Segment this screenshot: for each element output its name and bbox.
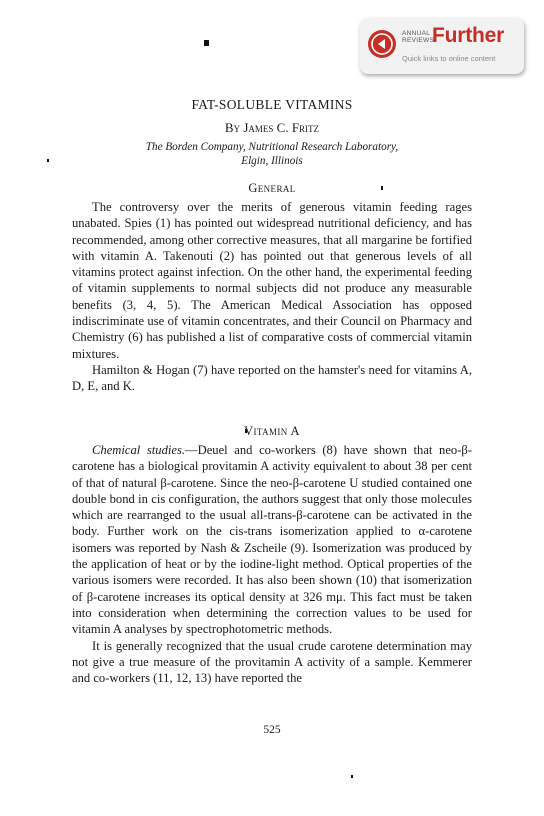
brand-line1: ANNUAL [402,30,431,37]
play-back-icon [368,30,396,58]
vitamin-a-paragraph-1-text: —Deuel and co-workers (8) have shown that neo-β-carotene has a biological provitamin A activity equivalent to about 38 per cent of that of natural β-carotene. Since the neo-β-carotene U studied contained one double bond in cis configuration, the authors suggest that only those molecules which are rearranged to the usual all-trans-β-carotene can be activated in the body. Further work on the cis-trans isomerization applied to α-carotene isomers was reported by Nash & Zscheile (9). Isomerization was produced by the application of heat or by the iodine-light method. Optical properties of the various isomers were recorded. It has also been shown (10) that isomerization of β-carotene increases its optical density at 326 mμ. This fact must be taken into consideration when determining the correction values to be used for vitamin A analyses by spectrophotometric methods. [72,443,472,637]
general-paragraph-2: Hamilton & Hogan (7) have reported on the hamster's need for vitamins A, D, E, and K. [72,362,472,394]
scan-mark [204,40,209,46]
page-number: 525 [263,724,281,736]
affiliation [0,141,544,168]
affiliation-line1: The Borden Company, Nutritional Research Laboratory, [145,141,399,153]
further-subtitle: Quick links to online content [402,54,496,63]
further-links-badge[interactable] [360,18,524,74]
annual-reviews-logo [402,30,434,44]
author-byline: By James C. Fritz [224,120,320,135]
vitamin-a-section-body [72,442,472,686]
scan-mark [351,775,353,778]
further-label: Further [432,24,505,47]
section-heading-general: General [248,181,296,195]
general-section-body [72,199,472,395]
brand-line2: REVIEWS [402,37,435,44]
general-paragraph-1: The controversy over the merits of generous vitamin feeding rages unabated. Spies (1) has pointed out widespread nutritional deficiency, and has recommended, among other corrective measures, that all margarine be fortified with vitamin A. Takenouti (2) has pointed out that generous levels of all vitamins protect against infection. On the other hand, the experimental feeding of vitamin supplements to normal subjects did not produce any measurable benefits (3, 4, 5). The American Medical Association has opposed indiscriminate use of vitamin concentrates, and their Council on Pharmacy and Chemistry (6) has published a list of comparative costs of commercial vitamin mixtures. [72,200,472,361]
run-in-heading: Chemical studies. [92,443,186,457]
article-title: FAT-SOLUBLE VITAMINS [191,97,353,112]
vitamin-a-paragraph-1 [72,442,472,638]
section-heading-vitamin-a: Vitamin A [244,424,300,438]
vitamin-a-paragraph-2: It is generally recognized that the usual crude carotene determination may not give a true measure of the provitamin A activity of a sample. Kemmerer and co-workers (11, 12, 13) have reported the [72,638,472,686]
affiliation-line2: Elgin, Illinois [241,154,303,167]
